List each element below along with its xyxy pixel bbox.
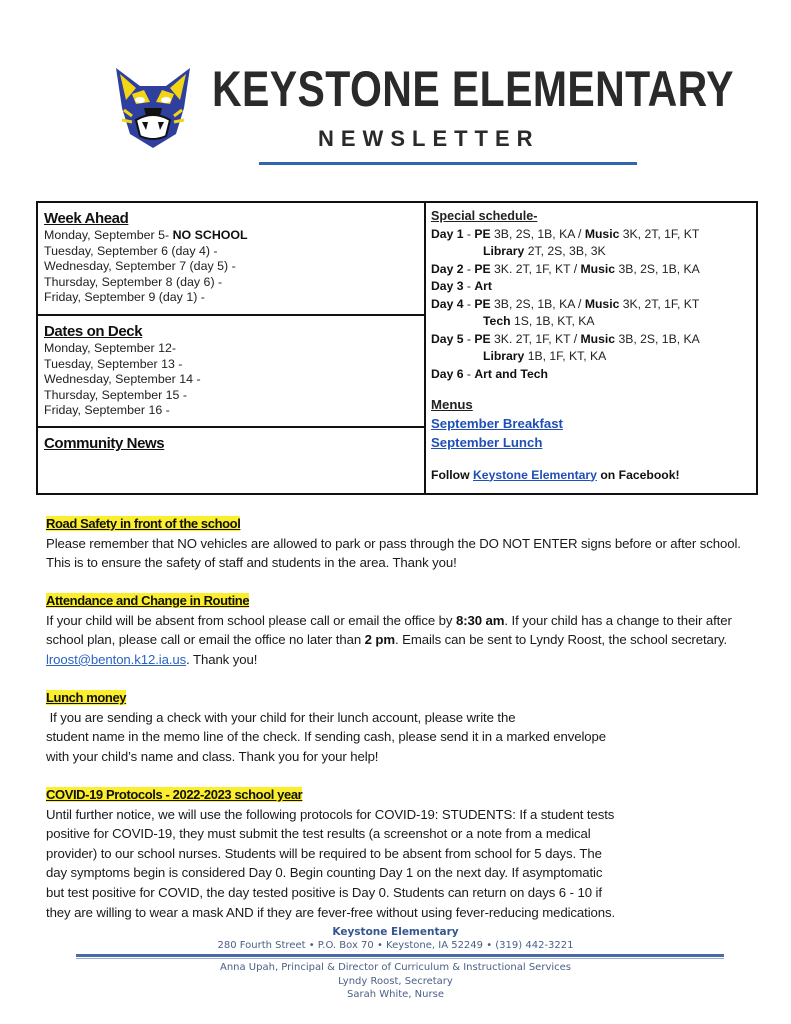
secretary-email-link[interactable]: lroost@benton.k12.ia.us <box>46 651 187 667</box>
wildcat-mascot-icon <box>110 64 196 150</box>
schedule-day-5-library: Library 1B, 1F, KT, KA <box>483 349 607 363</box>
special-schedule-section <box>431 208 755 484</box>
schedule-day-4: Day 4 - PE 3B, 2S, 1B, KA / Music 3K, 2T, 1F, KT <box>431 296 700 311</box>
community-news-title: Community News <box>44 435 165 452</box>
schedule-day-1-library: Library 2T, 2S, 3B, 3K <box>483 244 606 258</box>
week-ahead-item: Tuesday, September 6 (day 4) - <box>44 243 218 258</box>
week-ahead-item: Monday, September 5- NO SCHOOL <box>44 228 248 242</box>
menus-title: Menus <box>431 397 473 412</box>
staff-nurse: Sarah White, Nurse <box>347 989 444 1000</box>
lunch-money-line: student name in the memo line of the check. If sending cash, please send it in a marked envelope <box>46 729 607 745</box>
road-safety-heading: Road Safety in front of the school <box>46 516 241 531</box>
attendance-heading: Attendance and Change in Routine <box>46 593 250 608</box>
lunch-money-line: with your child’s name and class. Thank you for your help! <box>46 748 379 764</box>
week-ahead-section <box>44 210 420 306</box>
newsletter-header <box>0 0 791 200</box>
attendance-body: If your child will be absent from school please call or email the office by 8:30 am. If your child has a change to their after school plan, please call or email the office no later than 2 pm. Emails can be sent to Lyndy Roost, the school secretary. lroost@benton.k12.ia.us. Thank you! <box>46 612 732 667</box>
attendance-section <box>46 591 756 669</box>
header-divider <box>259 162 637 165</box>
week-ahead-item: Friday, September 9 (day 1) - <box>44 290 205 305</box>
road-safety-body: Please remember that NO vehicles are allowed to park or pass through the DO NOT ENTER signs before or after school. This is to ensure the safety of staff and students in the area. Thank you! <box>46 535 741 571</box>
covid-line: they are willing to wear a mask AND if they are fever-free without using fever-reducing medications. <box>46 904 616 920</box>
lunch-money-section <box>46 688 756 766</box>
dates-item: Tuesday, September 13 - <box>44 356 183 371</box>
schedule-day-1: Day 1 - PE 3B, 2S, 1B, KA / Music 3K, 2T, 1F, KT <box>431 226 700 241</box>
schedule-day-4-tech: Tech 1S, 1B, KT, KA <box>483 314 595 328</box>
footer-school-name: Keystone Elementary <box>332 926 459 938</box>
dates-on-deck-title: Dates on Deck <box>44 323 143 340</box>
covid-line: provider) to our school nurses. Students will be required to be absent from school for 5 days. The <box>46 845 602 861</box>
covid-line: Until further notice, we will use the following protocols for COVID-19: STUDENTS: If a student tests <box>46 806 615 822</box>
facebook-follow-line: Follow Keystone Elementary on Facebook! <box>431 467 680 482</box>
september-lunch-link[interactable]: September Lunch <box>431 434 543 450</box>
dates-item: Thursday, September 15 - <box>44 387 188 402</box>
footer-divider-thin <box>76 958 724 959</box>
column-divider <box>424 203 426 493</box>
covid-line: day symptoms begin is considered Day 0. Begin counting Day 1 on the next day. If asymptomatic <box>46 865 603 881</box>
road-safety-section <box>46 514 756 573</box>
schedule-day-2: Day 2 - PE 3K. 2T, 1F, KT / Music 3B, 2S, 1B, KA <box>431 261 700 276</box>
facebook-link[interactable]: Keystone Elementary <box>472 467 597 482</box>
week-ahead-item: Thursday, September 8 (day 6) - <box>44 274 223 289</box>
lunch-money-line: If you are sending a check with your child for their lunch account, please write the <box>46 709 516 725</box>
staff-secretary: Lyndy Roost, Secretary <box>338 975 453 987</box>
footer-address: 280 Fourth Street • P.O. Box 70 • Keystone, IA 52249 • (319) 442-3221 <box>217 940 574 951</box>
week-ahead-item: Wednesday, September 7 (day 5) - <box>44 259 236 274</box>
dates-item: Wednesday, September 14 - <box>44 372 201 387</box>
staff-principal: Anna Upah, Principal & Director of Curriculum & Instructional Services <box>219 962 571 973</box>
covid-line: positive for COVID-19, they must submit the test results (a screenshot or a note from a medical <box>46 826 591 842</box>
dates-item: Monday, September 12- <box>44 341 177 355</box>
dates-on-deck-section <box>44 323 420 419</box>
row-divider <box>38 426 424 428</box>
footer-staff <box>0 961 791 1002</box>
community-news-section <box>44 435 420 453</box>
special-schedule-title: Special schedule- <box>431 209 538 223</box>
row-divider <box>38 314 424 316</box>
no-school-label: NO SCHOOL <box>172 228 248 242</box>
schedule-day-6: Day 6 - Art and Tech <box>431 366 548 381</box>
covid-section <box>46 785 756 922</box>
footer <box>0 925 791 953</box>
school-name: KEYSTONE ELEMENTARY <box>212 61 734 117</box>
info-table <box>36 201 758 495</box>
schedule-day-5: Day 5 - PE 3K. 2T, 1F, KT / Music 3B, 2S, 1B, KA <box>431 331 700 346</box>
lunch-money-heading: Lunch money <box>46 690 127 705</box>
covid-line: but test positive for COVID, the day tested positive is Day 0. Students can return on days 6 - 10 if <box>46 884 602 900</box>
dates-item: Friday, September 16 - <box>44 403 170 418</box>
footer-divider <box>76 954 724 957</box>
schedule-day-3: Day 3 - Art <box>431 279 492 293</box>
september-breakfast-link[interactable]: September Breakfast <box>431 415 563 431</box>
week-ahead-title: Week Ahead <box>44 210 129 227</box>
newsletter-title: NEWSLETTER <box>318 126 540 151</box>
covid-heading: COVID-19 Protocols - 2022-2023 school year <box>46 787 303 802</box>
